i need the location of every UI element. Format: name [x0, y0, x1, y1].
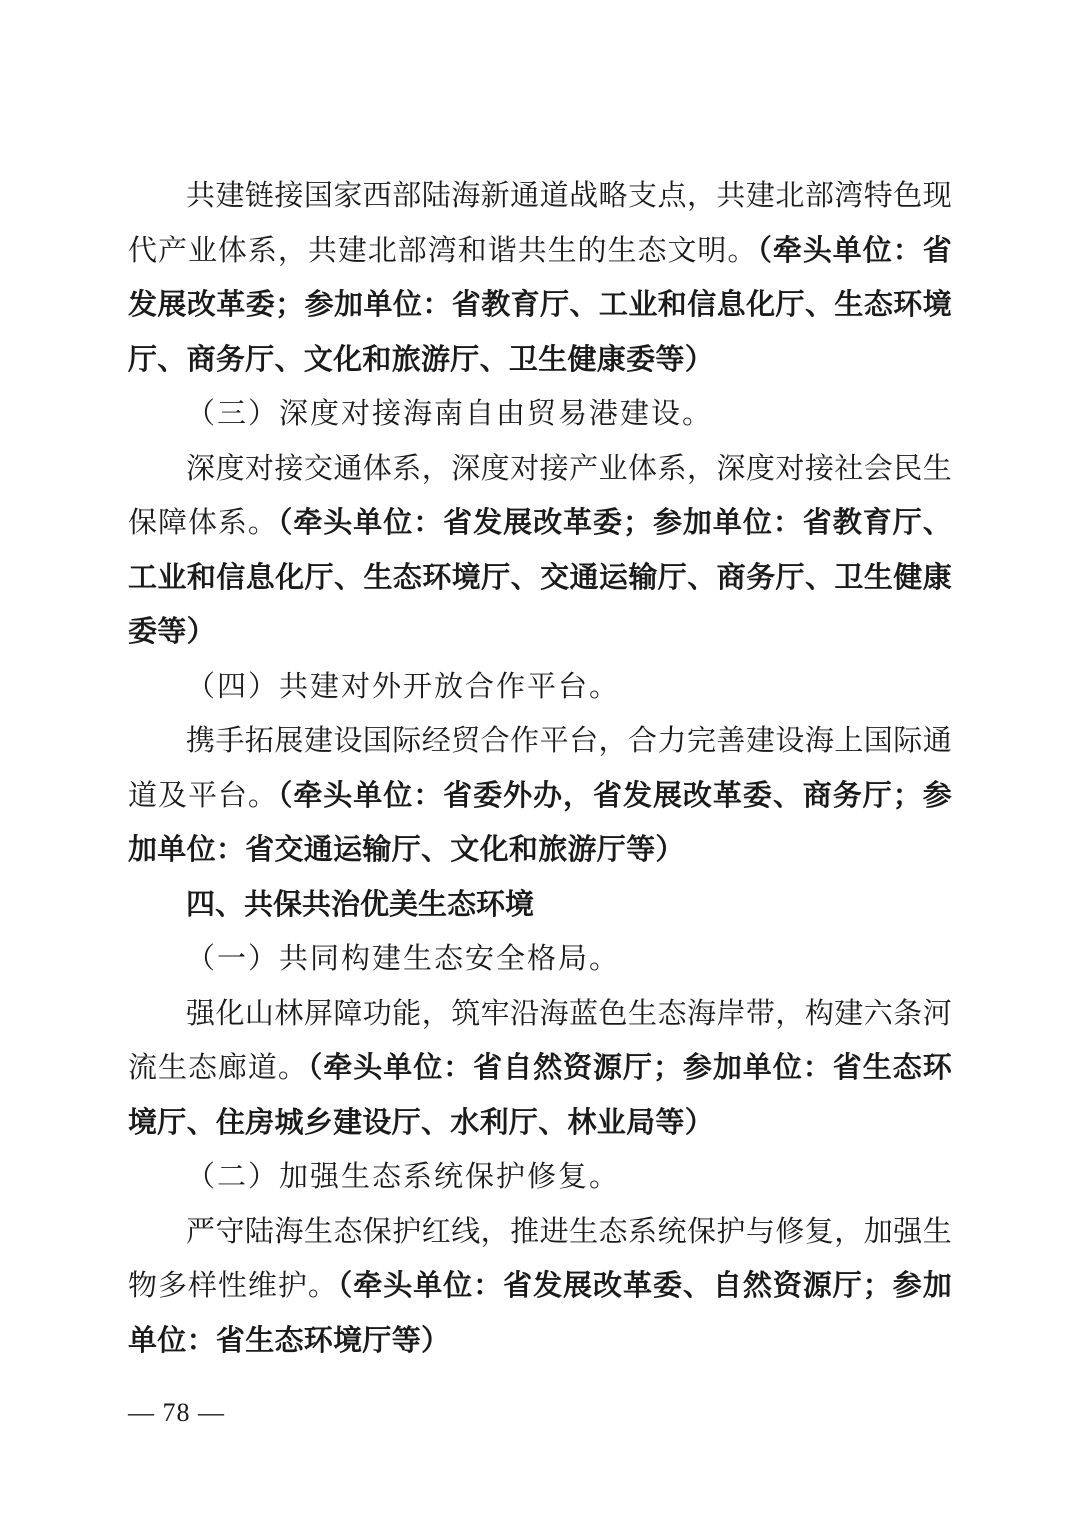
- paragraph-eco-restoration: [128, 1204, 952, 1368]
- responsible-units: （牵头单位：省委外办，省发展改革委、商务厅；参加单位：省交通运输厅、文化和旅游厅等）: [128, 777, 952, 866]
- page-number: — 78 —: [128, 1398, 225, 1427]
- subheading-open-platform: （四）共建对外开放合作平台。: [186, 668, 621, 703]
- responsible-units: （牵头单位：省发展改革委；参加单位：省教育厅、工业和信息化厅、生态环境厅、商务厅、文化和旅游厅、卫生健康委等）: [128, 232, 952, 376]
- paragraph-text: 深度对接交通体系，深度对接产业体系，深度对接社会民生保障体系。: [128, 450, 952, 539]
- subheading-hainan-ftp: （三）深度对接海南自由贸易港建设。: [186, 396, 714, 430]
- paragraph-text: 严守陆海生态保护红线，推进生态系统保护与修复，加强生物多样性维护。: [128, 1213, 952, 1302]
- responsible-units: （牵头单位：省自然资源厅；参加单位：省生态环境厅、住房城乡建设厅、水利厅、林业局等）: [128, 1050, 952, 1139]
- paragraph-text: 强化山林屏障功能，筑牢沿海蓝色生态海岸带，构建六条河流生态廊道。: [128, 995, 952, 1084]
- document-body: [128, 168, 952, 1367]
- paragraph-eco-security: [128, 986, 952, 1150]
- paragraph-beibu-gulf: [128, 168, 952, 386]
- section-title-ecology: 四、共保共治优美生态环境: [186, 886, 535, 921]
- paragraph-trade-platform: [128, 713, 952, 877]
- paragraph-text: 携手拓展建设国际经贸合作平台，合力完善建设海上国际通道及平台。: [128, 723, 952, 812]
- responsible-units: （牵头单位：省发展改革委、自然资源厅；参加单位：省生态环境厅等）: [128, 1268, 952, 1357]
- paragraph-text: 共建链接国家西部陆海新通道战略支点，共建北部湾特色现代产业体系，共建北部湾和谐共生的生态文明。: [128, 178, 952, 267]
- paragraph-hainan-docking: [128, 441, 952, 659]
- subheading-eco-security: （一）共同构建生态安全格局。: [186, 941, 621, 975]
- subheading-eco-restoration: （二）加强生态系统保护修复。: [186, 1159, 621, 1193]
- responsible-units: （牵头单位：省发展改革委；参加单位：省教育厅、工业和信息化厅、生态环境厅、交通运输厅、商务厅、卫生健康委等）: [128, 505, 952, 648]
